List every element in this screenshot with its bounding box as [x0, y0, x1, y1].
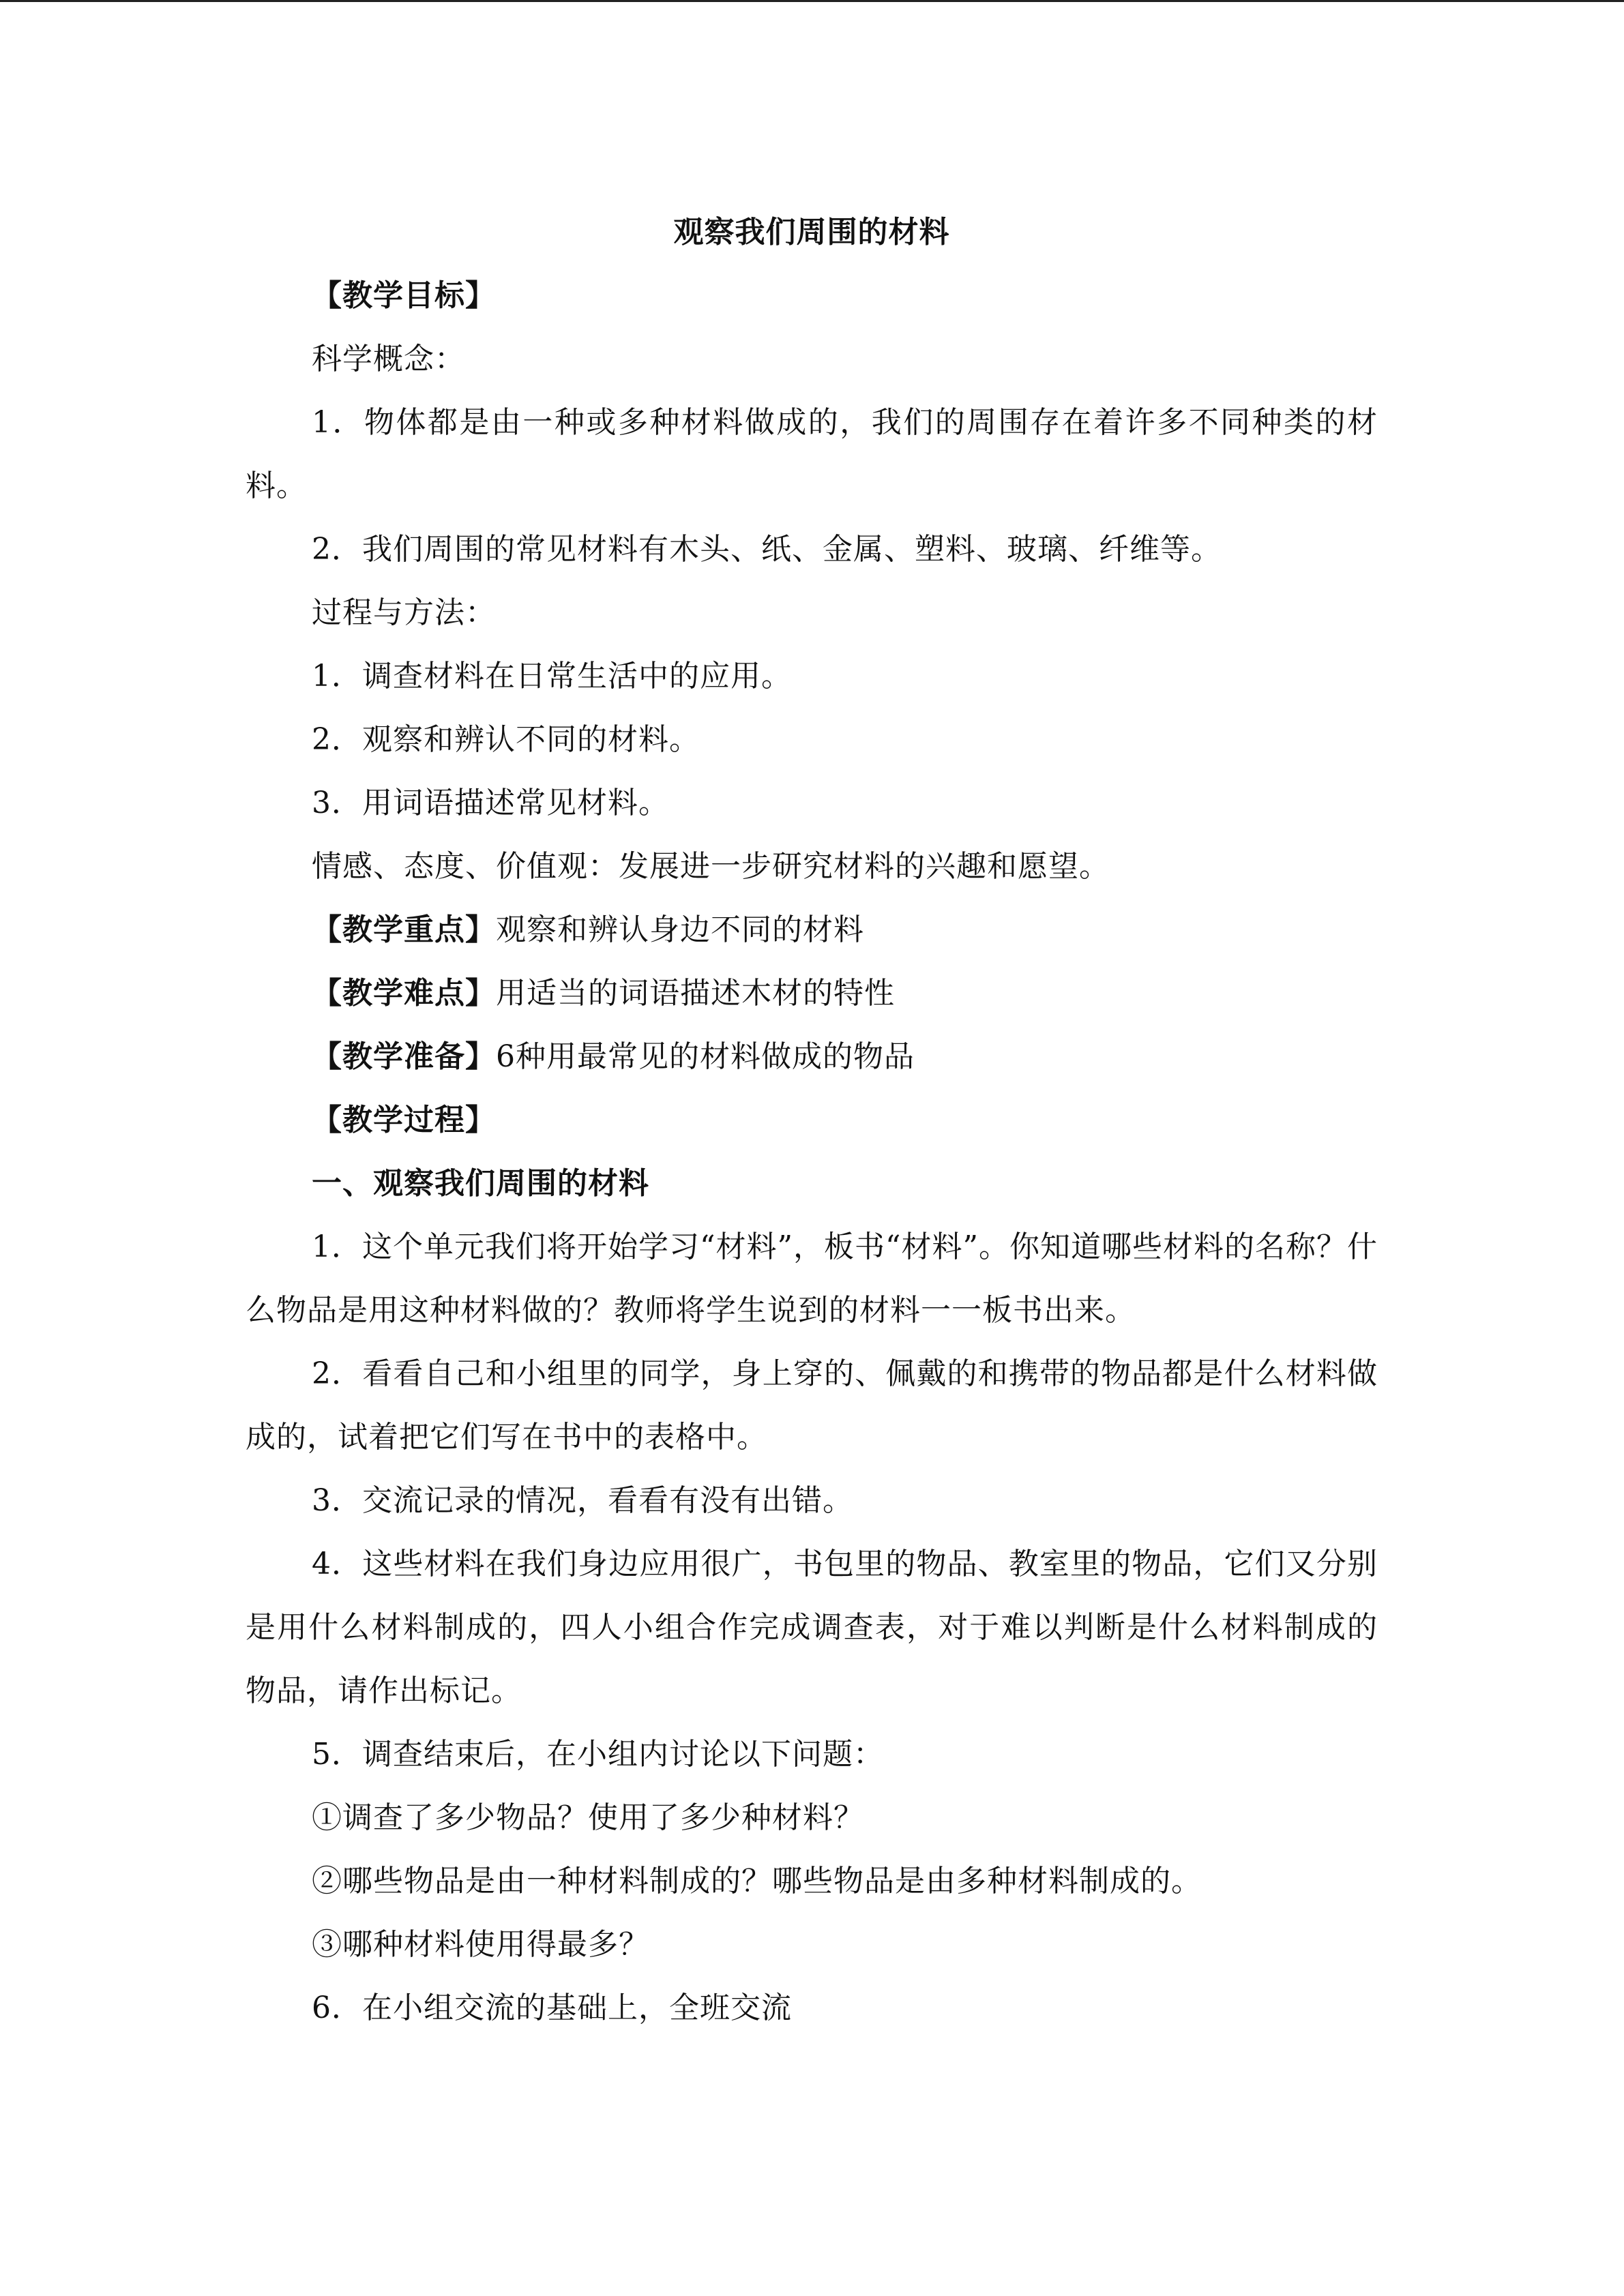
- step-2: 2．看看自己和小组里的同学，身上穿的、佩戴的和携带的物品都是什么材料做成的，试着把它们写在书中的表格中。: [246, 1356, 1378, 1455]
- step-5: 5．调查结束后，在小组内讨论以下问题：: [312, 1737, 884, 1772]
- difficulty-row: [246, 961, 1378, 1025]
- method-1: 1．调查材料在日常生活中的应用。: [312, 659, 792, 694]
- preparation-label: 【教学准备】: [312, 1039, 496, 1074]
- preparation-row: [246, 1025, 1378, 1088]
- preparation-text: 6种用最常见的材料做成的物品: [496, 1039, 915, 1074]
- key-point-text: 观察和辨认身边不同的材料: [496, 912, 864, 947]
- concept-2: 2．我们周围的常见材料有木头、纸、金属、塑料、玻璃、纤维等。: [312, 532, 1222, 567]
- step-4: 4．这些材料在我们身边应用很广，书包里的物品、教室里的物品，它们又分别是用什么材料制成的，四人小组合作完成调查表，对于难以判断是什么材料制成的物品，请作出标记。: [246, 1547, 1378, 1708]
- difficulty-text: 用适当的词语描述木材的特性: [496, 976, 895, 1011]
- process-methods-label: 过程与方法：: [312, 595, 496, 630]
- method-2: 2．观察和辨认不同的材料。: [312, 722, 700, 757]
- objectives-heading: 【教学目标】: [312, 278, 496, 313]
- key-point-row: [246, 898, 1378, 961]
- question-1: ①调查了多少物品？使用了多少种材料？: [312, 1800, 864, 1835]
- section-1-heading: 一、观察我们周围的材料: [312, 1166, 649, 1201]
- step-6: 6．在小组交流的基础上，全班交流: [312, 1991, 792, 2025]
- difficulty-label: 【教学难点】: [312, 976, 496, 1011]
- step-3: 3．交流记录的情况，看看有没有出错。: [312, 1483, 853, 1518]
- question-2: ②哪些物品是由一种材料制成的？哪些物品是由多种材料制成的。: [312, 1864, 1202, 1898]
- document-page: [246, 201, 1378, 2040]
- document-title: 观察我们周围的材料: [673, 215, 950, 250]
- method-3: 3．用词语描述常见材料。: [312, 786, 669, 820]
- science-concepts-label: 科学概念：: [312, 342, 465, 376]
- step-1: 1．这个单元我们将开始学习“材料”，板书“材料”。你知道哪些材料的名称？什么物品是用这种材料做的？教师将学生说到的材料一一板书出来。: [246, 1229, 1378, 1328]
- question-3: ③哪种材料使用得最多？: [312, 1927, 649, 1962]
- attitude-goal: 情感、态度、价值观：发展进一步研究材料的兴趣和愿望。: [312, 849, 1110, 884]
- concept-1: 1．物体都是由一种或多种材料做成的，我们的周围存在着许多不同种类的材料。: [246, 405, 1378, 503]
- key-point-label: 【教学重点】: [312, 912, 496, 947]
- top-border-line: [0, 0, 1624, 2]
- process-heading: 【教学过程】: [312, 1103, 496, 1137]
